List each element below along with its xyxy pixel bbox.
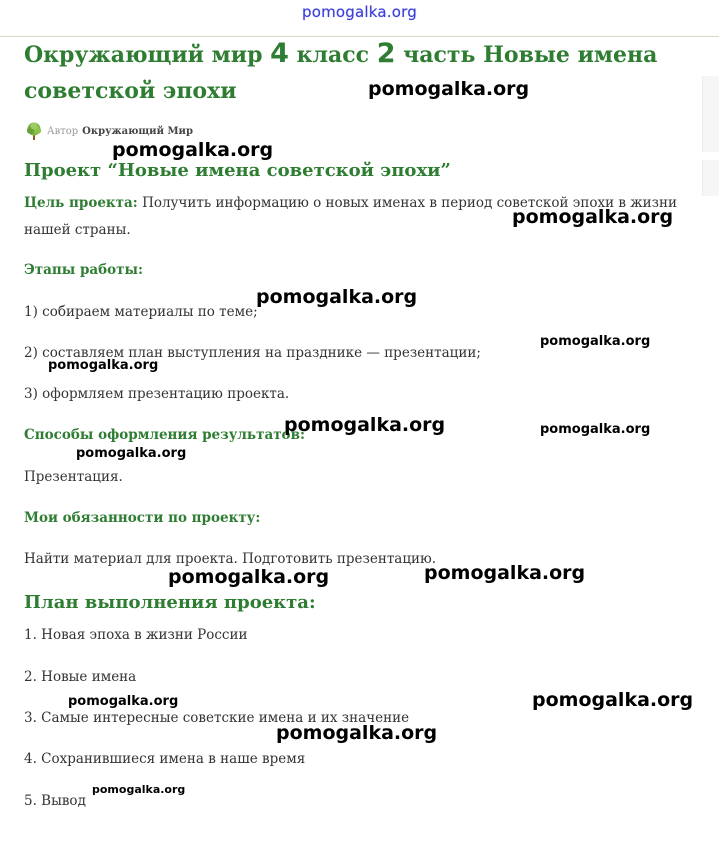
results-label-paragraph [24,422,305,449]
title-text: класс [288,42,377,68]
tree-icon [24,121,44,141]
results-label: Способы оформления результатов: [24,427,305,443]
goal-text: Получить информацию о новых именах в период советской эпохи в жизни нашей страны. [24,195,678,238]
watermark: pomogalka.org [424,562,586,584]
goal-paragraph [24,190,684,244]
watermark: pomogalka.org [540,422,651,437]
site-logo-link[interactable]: pomogalka.org [302,3,417,21]
plan-item: 2. Новые имена [24,669,137,685]
duties-label: Мои обязанности по проекту: [24,510,261,526]
plan-item: 5. Вывод [24,793,86,809]
stages-label-paragraph [24,257,143,284]
site-header [0,0,719,37]
sidebar-block [702,160,719,196]
watermark: pomogalka.org [112,139,274,161]
duties-label-paragraph [24,505,260,532]
watermark: pomogalka.org [92,783,186,796]
watermark: pomogalka.org [68,694,179,709]
goal-label: Цель проекта: [24,195,138,211]
title-part-number: 2 [376,38,396,69]
watermark: pomogalka.org [48,358,159,373]
watermark: pomogalka.org [76,446,187,461]
watermark: pomogalka.org [256,286,418,308]
project-heading: Проект “Новые имена советской эпохи” [24,160,451,181]
title-text: Окружающий мир [24,42,271,68]
sidebar-block [702,76,719,152]
watermark: pomogalka.org [532,689,694,711]
stages-label: Этапы работы: [24,262,144,278]
duties-text: Найти материал для проекта. Подготовить презентацию. [24,551,437,567]
stage-item: 2) составляем план выступления на празднике — презентации; [24,345,481,361]
author-label: Автор [47,125,79,137]
watermark: pomogalka.org [168,566,330,588]
stage-item: 1) собираем материалы по теме; [24,304,258,320]
watermark: pomogalka.org [276,722,438,744]
plan-item: 1. Новая эпоха в жизни России [24,627,248,643]
title-grade-number: 4 [270,38,289,69]
results-text: Презентация. [24,469,123,485]
watermark: pomogalka.org [284,414,446,436]
plan-item: 3. Самые интересные советские имена и их значение [24,710,410,726]
stage-item: 3) оформляем презентацию проекта. [24,386,290,402]
watermark: pomogalka.org [368,78,530,100]
author-line [24,121,193,141]
title-text: часть Новые имена советской эпохи [24,42,658,104]
plan-item: 4. Сохранившиеся имена в наше время [24,751,306,767]
watermark: pomogalka.org [512,206,674,228]
watermark: pomogalka.org [540,334,651,349]
author-link[interactable]: Окружающий Мир [82,125,193,137]
page-title [24,36,664,109]
plan-heading: План выполнения проекта: [24,592,316,613]
